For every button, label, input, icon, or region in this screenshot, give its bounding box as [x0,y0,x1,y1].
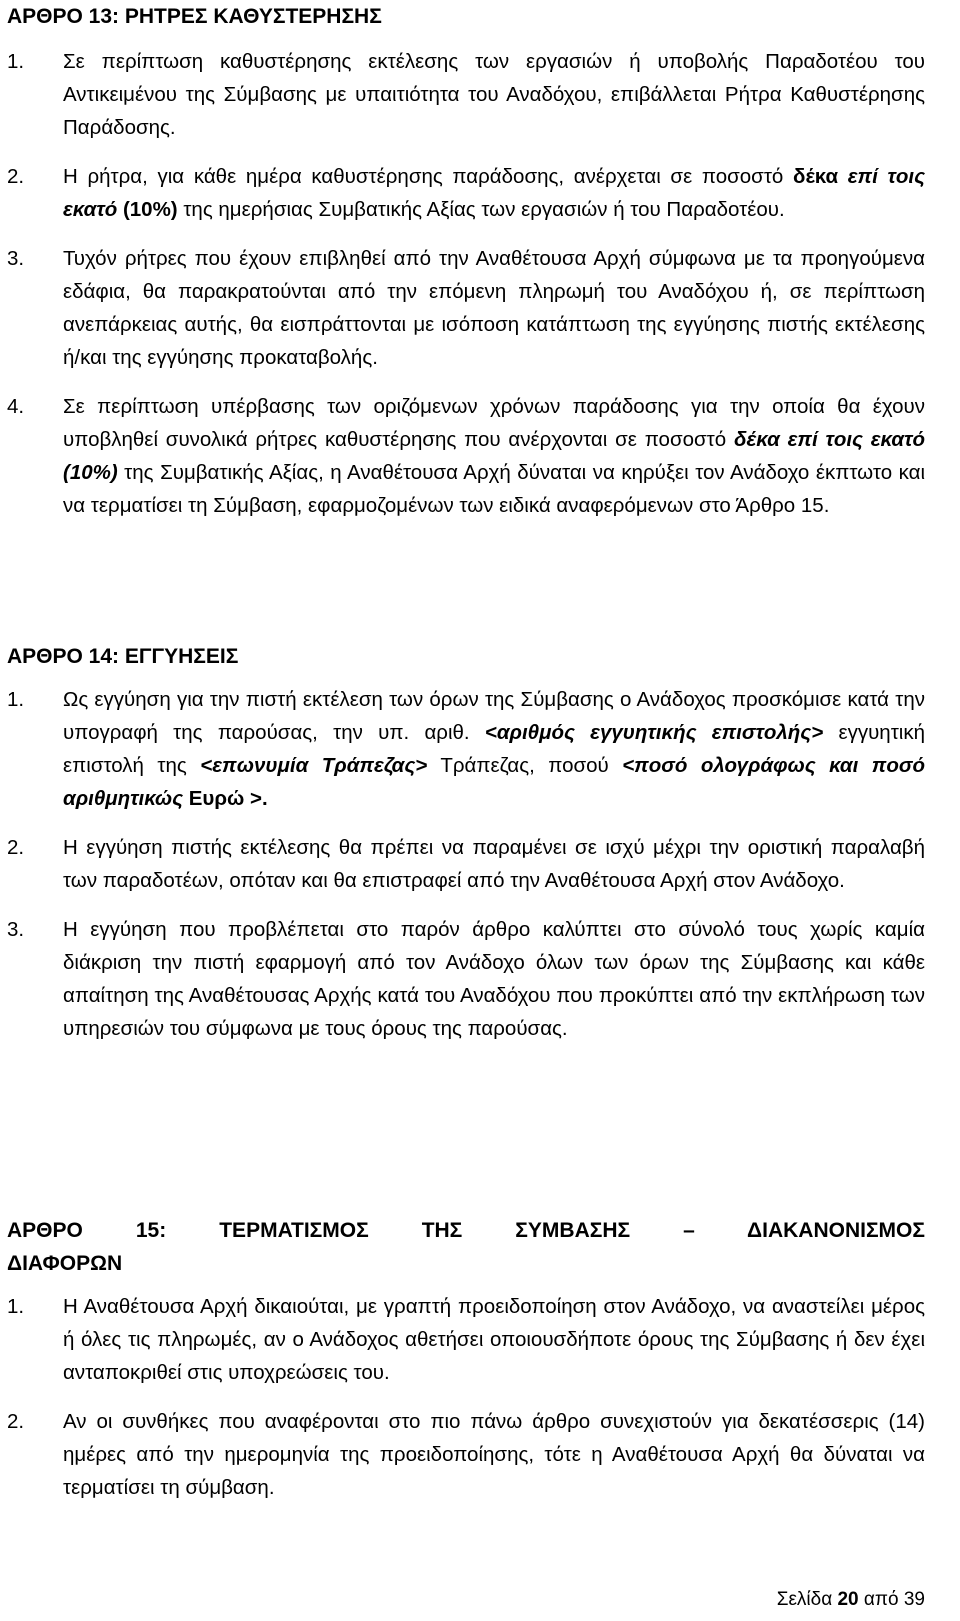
item-text: Αν οι συνθήκες που αναφέρονται στο πιο πάνω άρθρο συνεχιστούν για δεκατέσσερις (14) ημέρες από την ημερομηνία της προειδοποίησης, τότε η Αναθέτουσα Αρχή θα δύναται να τερματίσει τη σύμβαση. [63,1410,925,1499]
item-bold-text: δέκα [793,165,839,188]
item-text: Σε περίπτωση υπέρβασης των οριζόμενων χρόνων παράδοσης για την οποία θα έχουν υποβληθεί συνολικά ρήτρες καθυστέρησης που ανέρχονται σε ποσοστό [63,395,925,451]
article-13 [7,0,925,522]
item-number: 4. [7,395,25,418]
current-page-number: 20 [837,1589,859,1610]
item-text: Τυχόν ρήτρες που έχουν επιβληθεί από την Αναθέτουσα Αρχή σύμφωνα με τα προηγούμενα εδάφια, θα παρακρατούνται από την επόμενη πληρωμή του Αναδόχου ή, σε περίπτωση ανεπάρκειας αυτής, θα εισπράττονται με ισόποση κατάπτωση της εγγύησης πιστής εκτέλεσης ή/και της εγγύησης προκαταβολής. [63,247,925,369]
article-15-title-continued: ΔΙΑΦΟΡΩΝ [7,1252,123,1275]
article-14-item-2 [7,831,925,897]
article-14-item-3 [7,913,925,1045]
item-number: 1. [7,1295,25,1318]
item-text: Σε περίπτωση καθυστέρησης εκτέλεσης των εργασιών ή υποβολής Παραδοτέου του Αντικειμένου της Σύμβασης με υπαιτιότητα του Αναδόχου, επιβάλλεται Ρήτρα Καθυστέρησης Παράδοσης. [63,50,925,139]
article-14 [7,640,925,1045]
article-13-item-1 [7,45,925,144]
item-number: 3. [7,918,25,941]
item-number: 3. [7,247,25,270]
article-13-item-3 [7,242,925,374]
item-bold-text: (10%) [117,198,178,221]
total-pages: 39 [903,1589,925,1610]
item-text: Η ρήτρα, για κάθε ημέρα καθυστέρησης παράδοσης, ανέρχεται σε ποσοστό [63,165,794,188]
page-of-label: από [863,1589,899,1610]
placeholder-bank-name: <επωνυμία Τράπεζας> [200,754,428,777]
placeholder-guarantee-number: <αριθμός εγγυητικής επιστολής> [484,721,824,744]
item-text: Η Αναθέτουσα Αρχή δικαιούται, με γραπτή προειδοποίηση στον Ανάδοχο, να αναστείλει μέρος ή όλες τις πληρωμές, αν ο Ανάδοχος αθετήσει οποιουσδήποτε όρους της Σύμβασης ή δεν έχει ανταποκριθεί στις υποχρεώσεις του. [63,1295,925,1384]
article-13-item-2 [7,160,925,226]
item-number: 2. [7,1410,25,1433]
article-14-title: ΑΡΘΡΟ 14: ΕΓΓΥΗΣΕΙΣ [7,645,239,668]
item-number: 1. [7,50,25,73]
article-15-title: ΑΡΘΡΟ 15: ΤΕΡΜΑΤΙΣΜΟΣ ΤΗΣ ΣΥΜΒΑΣΗΣ – ΔΙΑΚΑΝΟΝΙΣΜΟΣ [7,1219,925,1242]
article-15-item-1 [7,1290,925,1389]
item-text: της ημερήσιας Συμβατικής Αξίας των εργασιών ή του Παραδοτέου. [177,198,785,221]
page-label: Σελίδα [776,1589,833,1610]
placeholder-amount: <ποσό ολογράφως και ποσό αριθμητικώς [63,754,925,810]
article-15-item-2 [7,1405,925,1504]
item-bold-italic-text: επί τοις εκατό [63,165,925,221]
item-number: 2. [7,165,25,188]
item-number: 2. [7,836,25,859]
document-page [7,0,925,1621]
article-13-item-4 [7,390,925,522]
article-13-title: ΑΡΘΡΟ 13: ΡΗΤΡΕΣ ΚΑΘΥΣΤΕΡΗΣΗΣ [7,5,382,28]
item-text: Τράπεζας, ποσού [427,754,623,777]
item-text: Η εγγύηση που προβλέπεται στο παρόν άρθρο καλύπτει στο σύνολό τους χωρίς καμία διάκριση την πιστή εφαρμογή από τον Ανάδοχο όλων των όρων της Σύμβασης και κάθε απαίτηση της Αναθέτουσας Αρχής κατά του Αναδόχου που προκύπτει από την εκπλήρωση των υπηρεσιών του σύμφωνα με τους όρους της παρούσας. [63,918,925,1040]
article-15 [7,1214,925,1504]
item-text: Ως εγγύηση για την πιστή εκτέλεση των όρων της Σύμβασης ο Ανάδοχος προσκόμισε κατά την υπογραφή της παρούσας, την υπ. αριθ. [63,688,925,744]
item-text: της Συμβατικής Αξίας, η Αναθέτουσα Αρχή δύναται να κηρύξει τον Ανάδοχο έκπτωτο και να τερματίσει τη Σύμβαση, εφαρμοζομένων των ειδικά αναφερόμενων στο Άρθρο 15. [63,461,925,517]
article-14-item-1 [7,683,925,815]
item-text: εγγυητική επιστολή της [63,721,925,777]
item-bold-italic-text: δέκα επί τοις εκατό (10%) [63,428,925,484]
page-number-footer [777,1587,925,1613]
item-number: 1. [7,688,25,711]
placeholder-amount-currency: Ευρώ >. [183,787,268,810]
item-text: Η εγγύηση πιστής εκτέλεσης θα πρέπει να παραμένει σε ισχύ μέχρι την οριστική παραλαβή των παραδοτέων, οπόταν και θα επιστραφεί από την Αναθέτουσα Αρχή στον Ανάδοχο. [63,836,925,892]
